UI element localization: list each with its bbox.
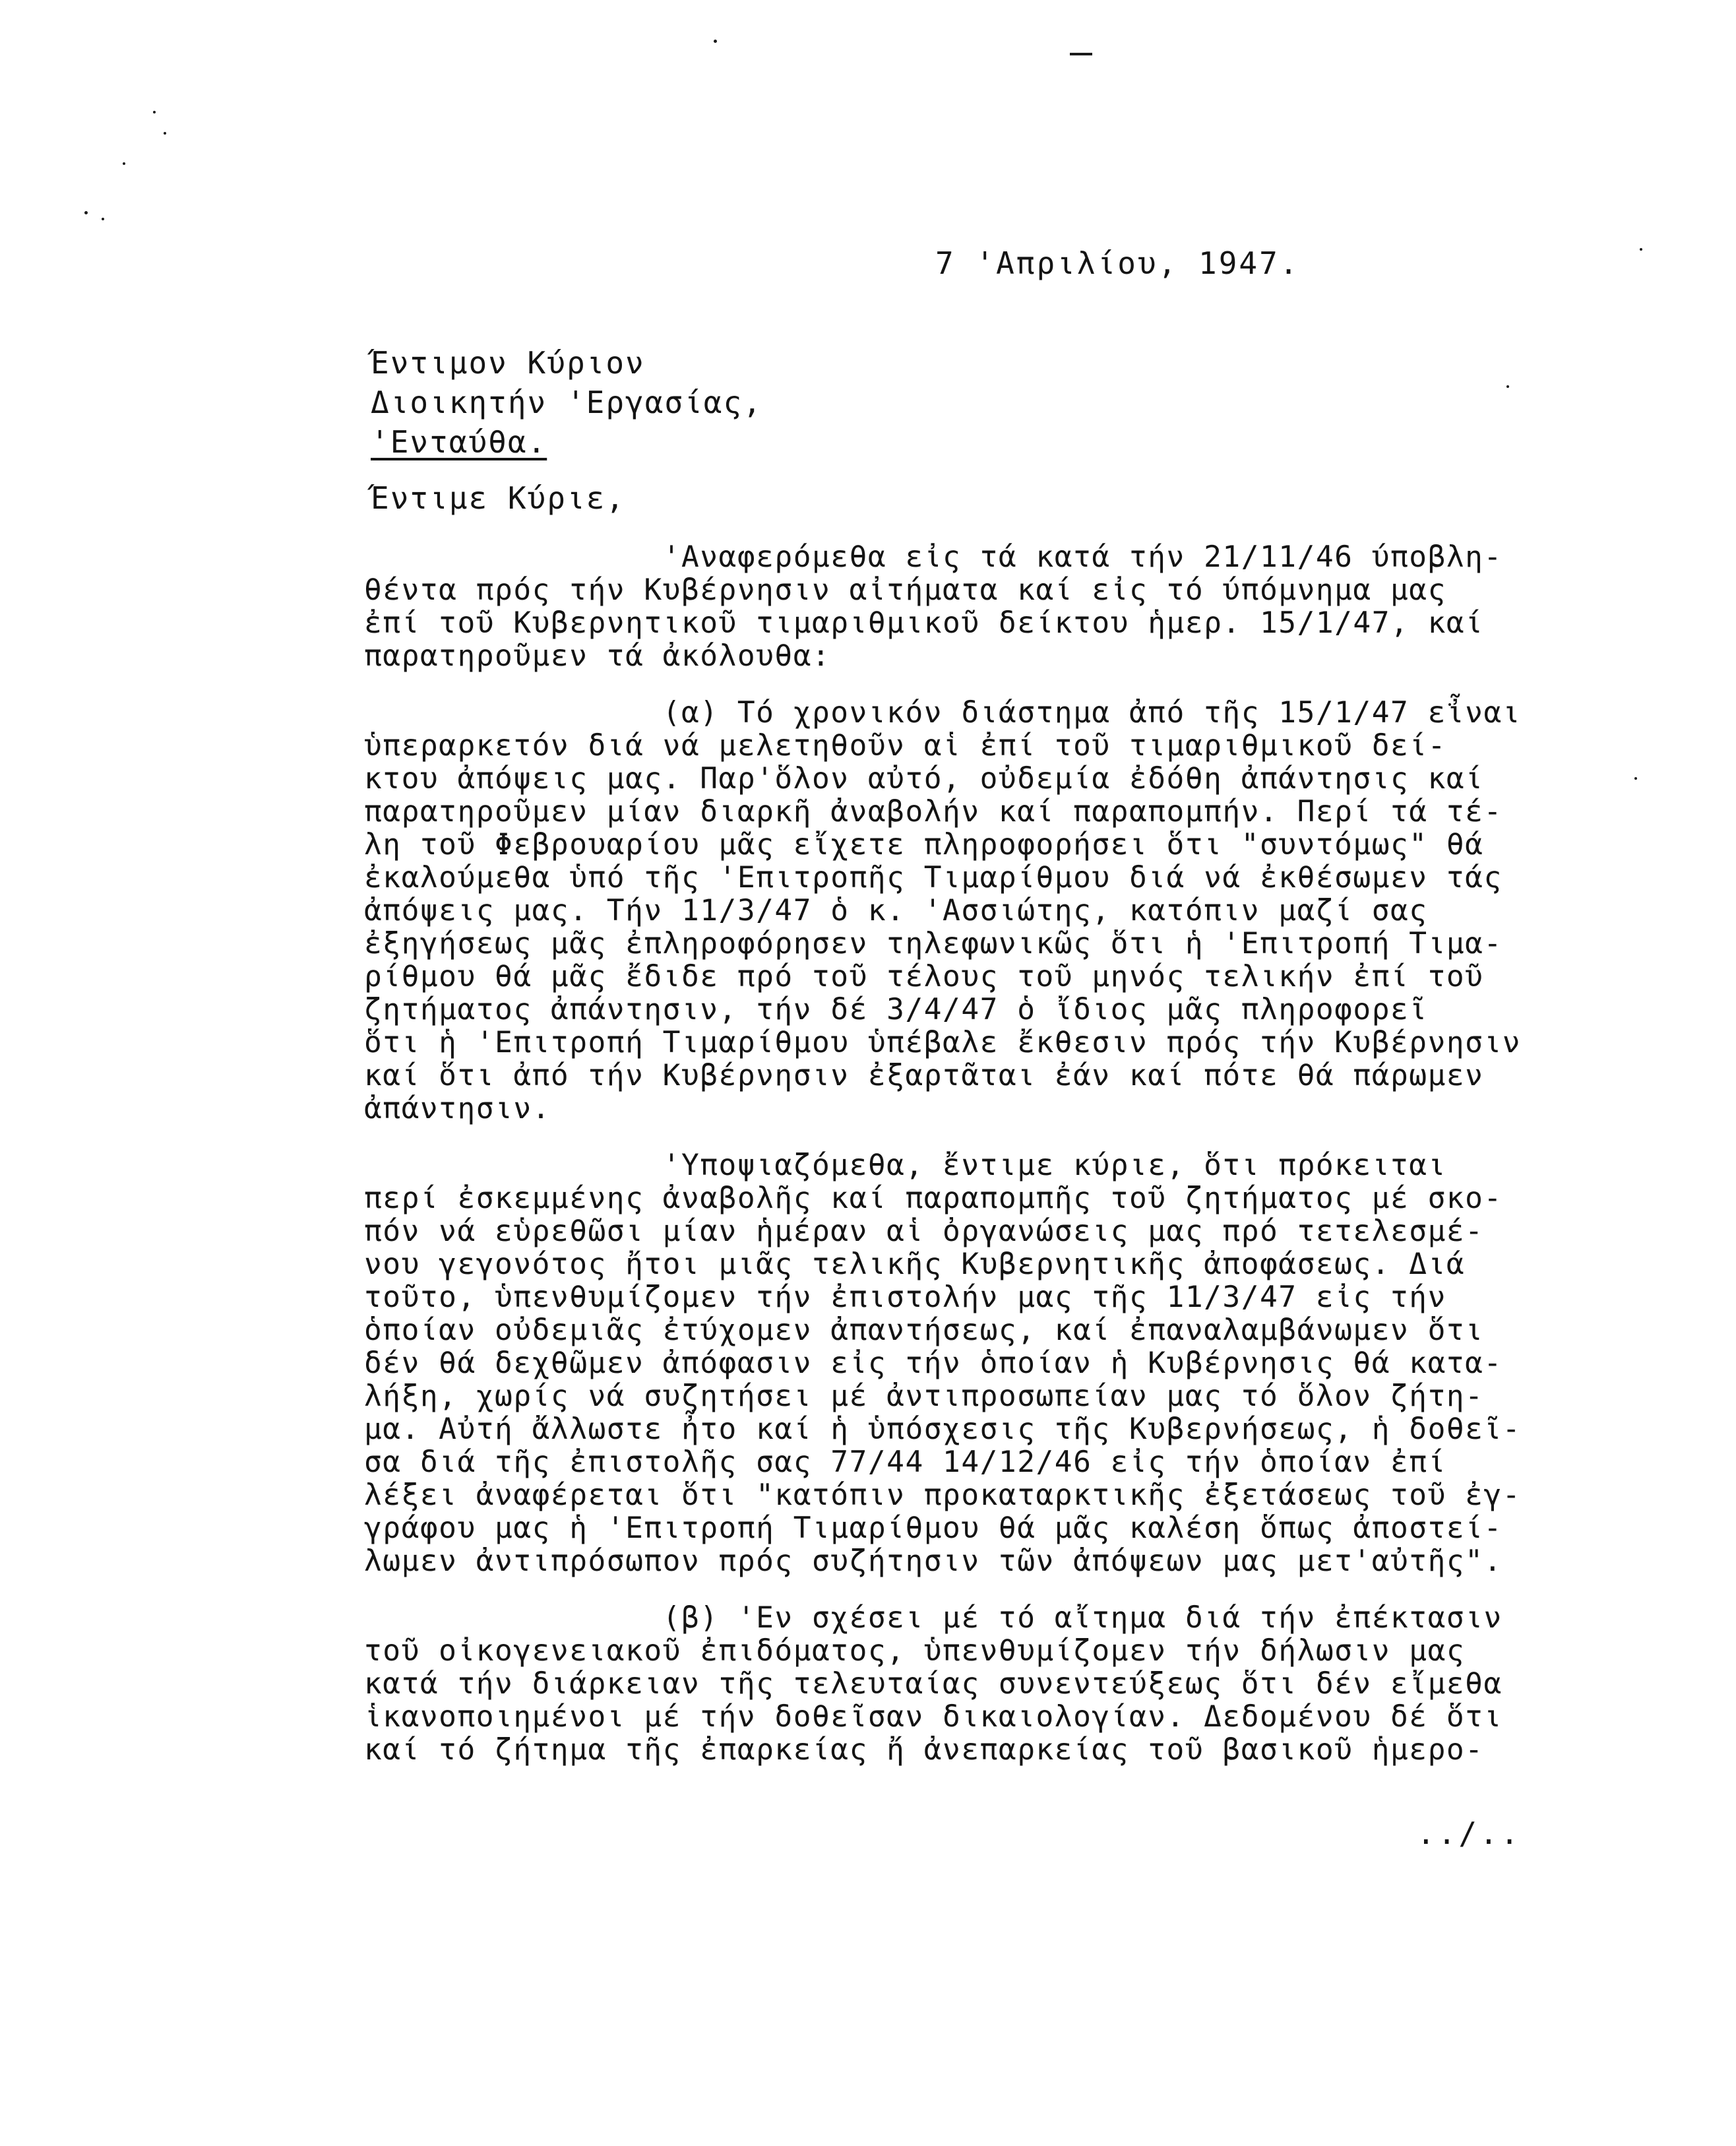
text-line: κατά τήν διάρκειαν τῆς τελευταίας συνεντεύξεως ὅτι δέν εἴμεθα [364,1667,1503,1701]
paragraph [364,541,1617,673]
address-line: 'Ενταύθα. [371,424,547,460]
text-line: ἀπόψεις μας. Τήν 11/3/47 ὁ κ. 'Ασσιώτης, κατόπιν μαζί σας [364,894,1428,928]
scan-speck [714,40,717,43]
text-line: καί τό ζήτημα τῆς ἐπαρκείας ἤ ἀνεπαρκείας τοῦ βασικοῦ ἡμερο- [364,1733,1484,1767]
text-line: λωμεν ἀντιπρόσωπον πρός συζήτησιν τῶν ἀπόψεων μας μετ'αὐτῆς". [364,1544,1503,1578]
text-line: λη τοῦ Φεβρουαρίου μᾶς εἴχετε πληροφορήσει ὅτι "συντόμως" θά [364,828,1484,862]
text-line: καί ὅτι ἀπό τήν Κυβέρνησιν ἐξαρτᾶται ἐάν καί πότε θά πάρωμεν [364,1059,1484,1092]
text-line: παρατηροῦμεν τά ἀκόλουθα: [364,639,831,673]
text-line: περί ἐσκεμμένης ἀναβολῆς καί παραπομπῆς τοῦ ζητήματος μέ σκο- [364,1182,1503,1215]
scan-speck [102,218,104,220]
scan-speck [84,211,88,214]
text-line: τοῦ οἰκογενειακοῦ ἐπιδόματος, ὑπενθυμίζομεν τήν δήλωσιν μας [364,1634,1466,1668]
recipient-address [371,343,762,462]
text-line: (α) Τό χρονικόν διάστημα ἀπό τῆς 15/1/47 εἶναι [364,696,1522,730]
text-line: παρατηροῦμεν μίαν διαρκῆ ἀναβολήν καί παραπομπήν. Περί τά τέ- [364,795,1503,829]
paragraph [364,697,1617,1125]
text-line: λέξει ἀναφέρεται ὅτι "κατόπιν προκαταρκτικῆς ἐξετάσεως τοῦ ἐγ- [364,1478,1522,1512]
text-line: κτου ἀπόψεις μας. Παρ'ὅλον αὐτό, οὐδεμία ἐδόθη ἀπάντησις καί [364,762,1484,796]
scan-speck [1634,777,1637,780]
letter-body [364,541,1617,1790]
text-line: 'Αναφερόμεθα εἰς τά κατά τήν 21/11/46 ύποβλη- [364,540,1503,574]
text-line: ὑπεραρκετόν διά νά μελετηθοῦν αἱ ἐπί τοῦ τιμαριθμικοῦ δεί- [364,729,1446,763]
address-line: Έντιμον Κύριον [371,345,645,381]
text-line: ὅτι ἡ 'Επιτροπή Τιμαρίθμου ὑπέβαλε ἔκθεσιν πρός τήν Κυβέρνησιν [364,1026,1522,1059]
text-line: θέντα πρός τήν Κυβέρνησιν αἰτήματα καί εἰς τό ύπόμνημα μας [364,573,1446,607]
text-line: νου γεγονότος ἤτοι μιᾶς τελικῆς Κυβερνητικῆς ἀποφάσεως. Διά [364,1247,1466,1281]
paragraph [364,1602,1617,1767]
salutation: Έντιμε Κύριε, [371,480,626,516]
text-line: ὁποίαν οὐδεμιᾶς ἐτύχομεν ἀπαντήσεως, καί ἐπαναλαμβάνωμεν ὅτι [364,1313,1484,1347]
address-line: Διοικητήν 'Εργασίας, [371,385,762,420]
text-line: ἀπάντησιν. [364,1092,551,1125]
text-line: ζητήματος ἀπάντησιν, τήν δέ 3/4/47 ὁ ἴδιος μᾶς πληροφορεῖ [364,993,1428,1026]
text-line: ἐξηγήσεως μᾶς ἐπληροφόρησεν τηλεφωνικῶς ὅτι ἡ 'Επιτροπή Τιμα- [364,927,1503,961]
text-line: μα. Αὐτή ἄλλωστε ἦτο καί ἡ ὑπόσχεσις τῆς Κυβερνήσεως, ἡ δοθεῖ- [364,1412,1522,1446]
text-line: ρίθμου θά μᾶς ἔδιδε πρό τοῦ τέλους τοῦ μηνός τελικήν ἐπί τοῦ [364,960,1484,994]
continuation-mark: ../.. [1417,1815,1522,1851]
text-line: πόν νά εὑρεθῶσι μίαν ἡμέραν αἱ ὀργανώσεις μας πρό τετελεσμέ- [364,1215,1484,1248]
scan-mark [1070,53,1092,55]
text-line: (β) 'Εν σχέσει μέ τό αἴτημα διά τήν ἐπέκτασιν [364,1601,1503,1635]
text-line: ἱκανοποιημένοι μέ τήν δοθεῖσαν δικαιολογίαν. Δεδομένου δέ ὅτι [364,1700,1503,1734]
text-line: σα διά τῆς ἐπιστολῆς σας 77/44 14/12/46 εἰς τήν ὁποίαν ἐπί [364,1445,1446,1479]
text-line: δέν θά δεχθῶμεν ἀπόφασιν εἰς τήν ὁποίαν ἡ Κυβέρνησις θά κατα- [364,1346,1503,1380]
scan-speck [123,162,125,165]
text-line: ἐκαλούμεθα ὑπό τῆς 'Επιτροπῆς Τιμαρίθμου διά νά ἐκθέσωμεν τάς [364,861,1503,895]
letter-date: 7 'Απριλίου, 1947. [935,245,1300,281]
text-line: 'Υποψιαζόμεθα, ἔντιμε κύριε, ὅτι πρόκειται [364,1149,1446,1182]
scan-speck [1506,385,1509,388]
text-line: γράφου μας ἡ 'Επιτροπή Τιμαρίθμου θά μᾶς καλέση ὅπως ἀποστεί- [364,1511,1503,1545]
scan-speck [164,132,166,135]
text-line: λήξη, χωρίς νά συζητήσει μέ ἀντιπροσωπείαν μας τό ὅλον ζήτη- [364,1379,1484,1413]
text-line: ἐπί τοῦ Κυβερνητικοῦ τιμαριθμικοῦ δείκτου ἡμερ. 15/1/47, καί [364,606,1484,640]
scan-speck [1640,248,1642,251]
text-line: τοῦτο, ὑπενθυμίζομεν τήν ἐπιστολήν μας τῆς 11/3/47 εἰς τήν [364,1280,1446,1314]
paragraph [364,1149,1617,1578]
scan-speck [153,111,156,113]
